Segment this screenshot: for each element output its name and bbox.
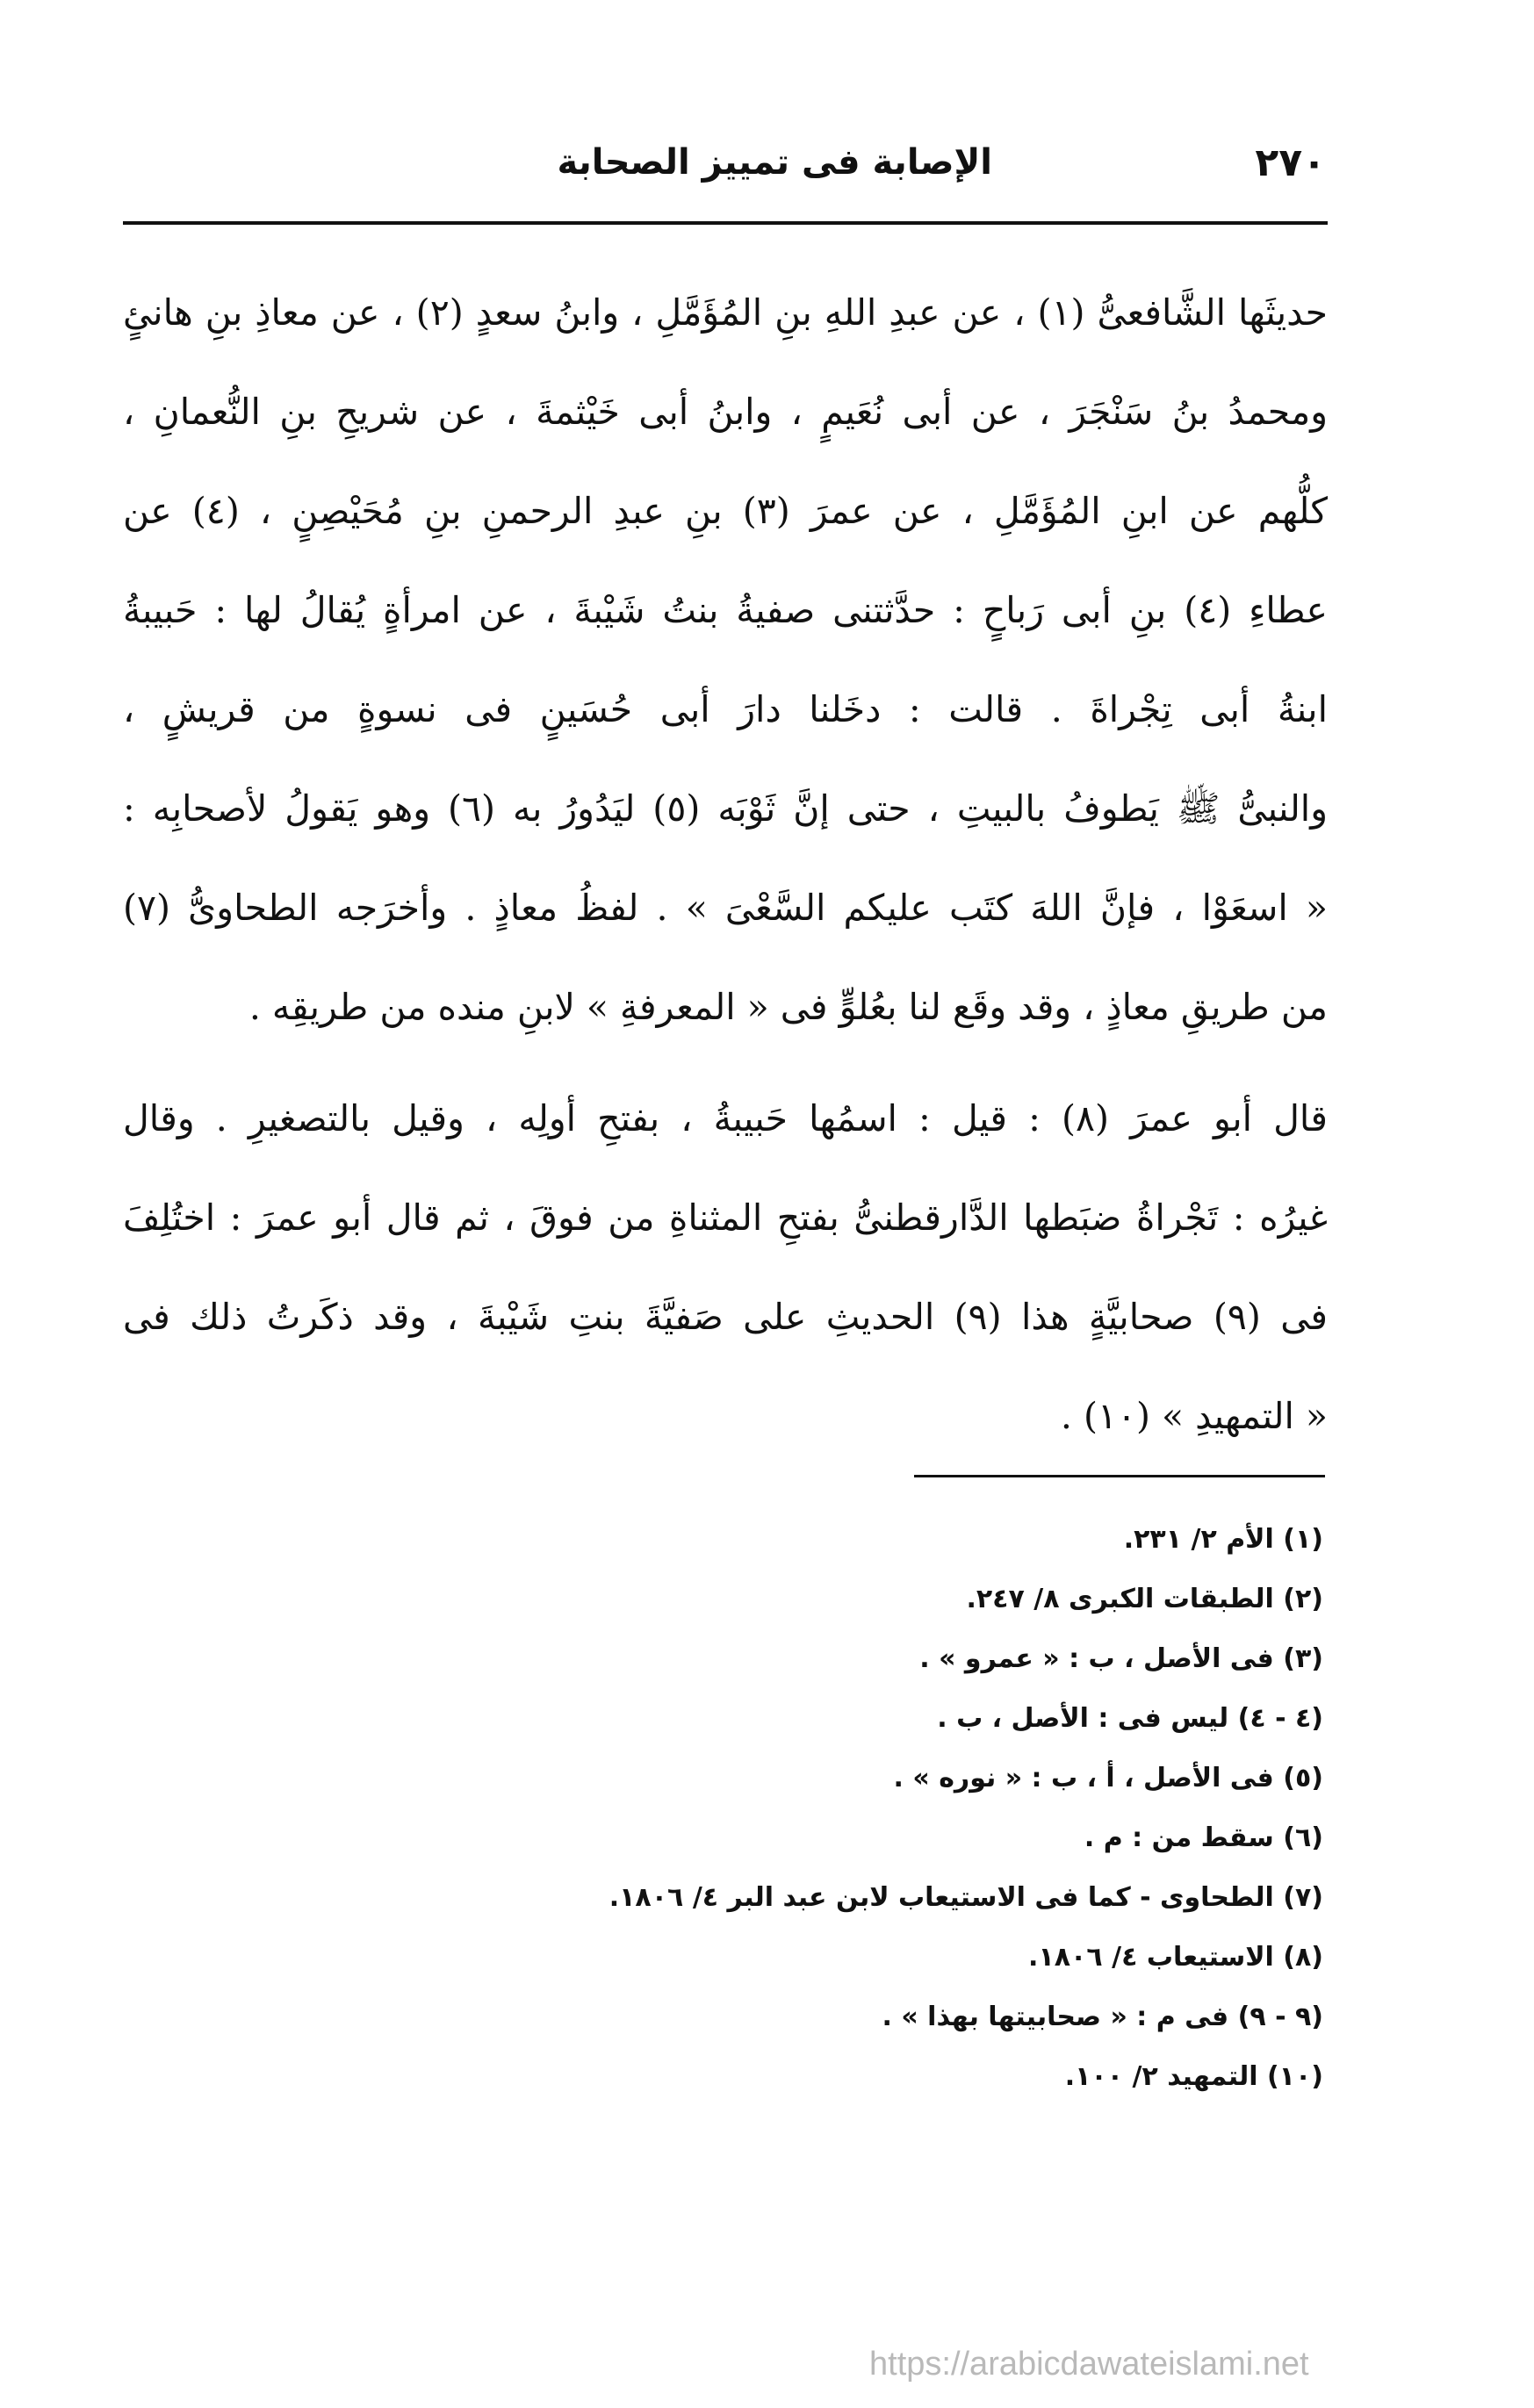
- main-text: [123, 263, 1328, 1466]
- text-line: كلُّهم عن ابنِ المُؤَمَّلِ ، عن عمرَ (٣) بنِ عبدِ الرحمنِ بنِ مُحَيْصِنٍ ، (٤) عن: [123, 490, 1328, 532]
- watermark-url: https://arabicdawateislami.net: [869, 2346, 1309, 2383]
- footnote: (٢) الطبقات الكبرى ٨/ ٢٤٧.: [966, 1584, 1323, 1614]
- header-rule: [123, 221, 1328, 225]
- text-line: « اسعَوْا ، فإنَّ اللهَ كتَب عليكم السَّعْىَ » . لفظُ معاذٍ . وأخرَجه الطحاوىُّ (٧): [123, 887, 1328, 929]
- text-line: والنبىُّ ﷺ يَطوفُ بالبيتِ ، حتى إنَّ ثَوْبَه (٥) ليَدُورُ به (٦) وهو يَقولُ لأصحابِه :: [123, 787, 1328, 830]
- footnote: (٩ - ٩) فى م : « صحابيتها بهذا » .: [882, 2002, 1323, 2032]
- text-line: عطاءِ (٤) بنِ أبى رَباحٍ : حدَّثتنى صفيةُ بنتُ شَيْبةَ ، عن امرأةٍ يُقالُ لها : حَبيبةُ: [123, 589, 1328, 631]
- text-line: قال أبو عمرَ (٨) : قيل : اسمُها حَبيبةُ ، بفتحِ أولِه ، وقيل بالتصغيرِ . وقال: [123, 1097, 1328, 1139]
- footnote: (٧) الطحاوى - كما فى الاستيعاب لابن عبد البر ٤/ ١٨٠٦.: [609, 1882, 1323, 1913]
- text-line: حديثَها الشَّافعىُّ (١) ، عن عبدِ اللهِ بنِ المُؤَمَّلِ ، وابنُ سعدٍ (٢) ، عن معاذِ بنِ هانئٍ: [123, 291, 1328, 334]
- text-line: ابنةُ أبى تِجْراةَ . قالت : دخَلنا دارَ أبى حُسَينٍ فى نسوةٍ من قريشٍ ،: [123, 688, 1328, 730]
- text-line: فى (٩) صحابيَّةٍ هذا (٩) الحديثِ على صَفيَّةَ بنتِ شَيْبةَ ، وقد ذكَرتُ ذلك فى: [123, 1296, 1328, 1338]
- footnote: (٥) فى الأصل ، أ ، ب : « نوره » .: [893, 1763, 1323, 1793]
- footnote: (٣) فى الأصل ، ب : « عمرو » .: [919, 1643, 1323, 1674]
- footnote-separator: [914, 1475, 1325, 1477]
- page-number: ٢٧٠: [1255, 140, 1326, 185]
- footnote: (١) الأم ٢/ ٢٣١.: [1123, 1524, 1323, 1555]
- footnotes: [270, 1510, 1323, 2107]
- text-line: ومحمدُ بنُ سَنْجَرَ ، عن أبى نُعَيمٍ ، وابنُ أبى خَيْثمةَ ، عن شريحِ بنِ النُّعمانِ ،: [123, 391, 1328, 433]
- footnote: (٦) سقط من : م .: [1084, 1822, 1323, 1853]
- text-line: « التمهيدِ » (١٠) .: [1060, 1395, 1328, 1437]
- running-title: الإصابة فى تمييز الصحابة: [557, 142, 992, 183]
- footnote: (١٠) التمهيد ٢/ ١٠٠.: [1064, 2061, 1323, 2092]
- running-header: [132, 132, 1326, 193]
- paragraph-gap: [123, 1057, 1328, 1069]
- footnote: (٤ - ٤) ليس فى : الأصل ، ب .: [937, 1703, 1323, 1734]
- text-line: من طريقِ معاذٍ ، وقد وقَع لنا بعُلوٍّ فى « المعرفةِ » لابنِ منده من طريقِه .: [248, 986, 1328, 1028]
- text-line: غيرُه : تَجْراةُ ضبَطها الدَّارقطنىُّ بفتحِ المثناةِ من فوقَ ، ثم قال أبو عمرَ : اختُلِفَ: [123, 1197, 1328, 1239]
- footnote: (٨) الاستيعاب ٤/ ١٨٠٦.: [1028, 1942, 1323, 1973]
